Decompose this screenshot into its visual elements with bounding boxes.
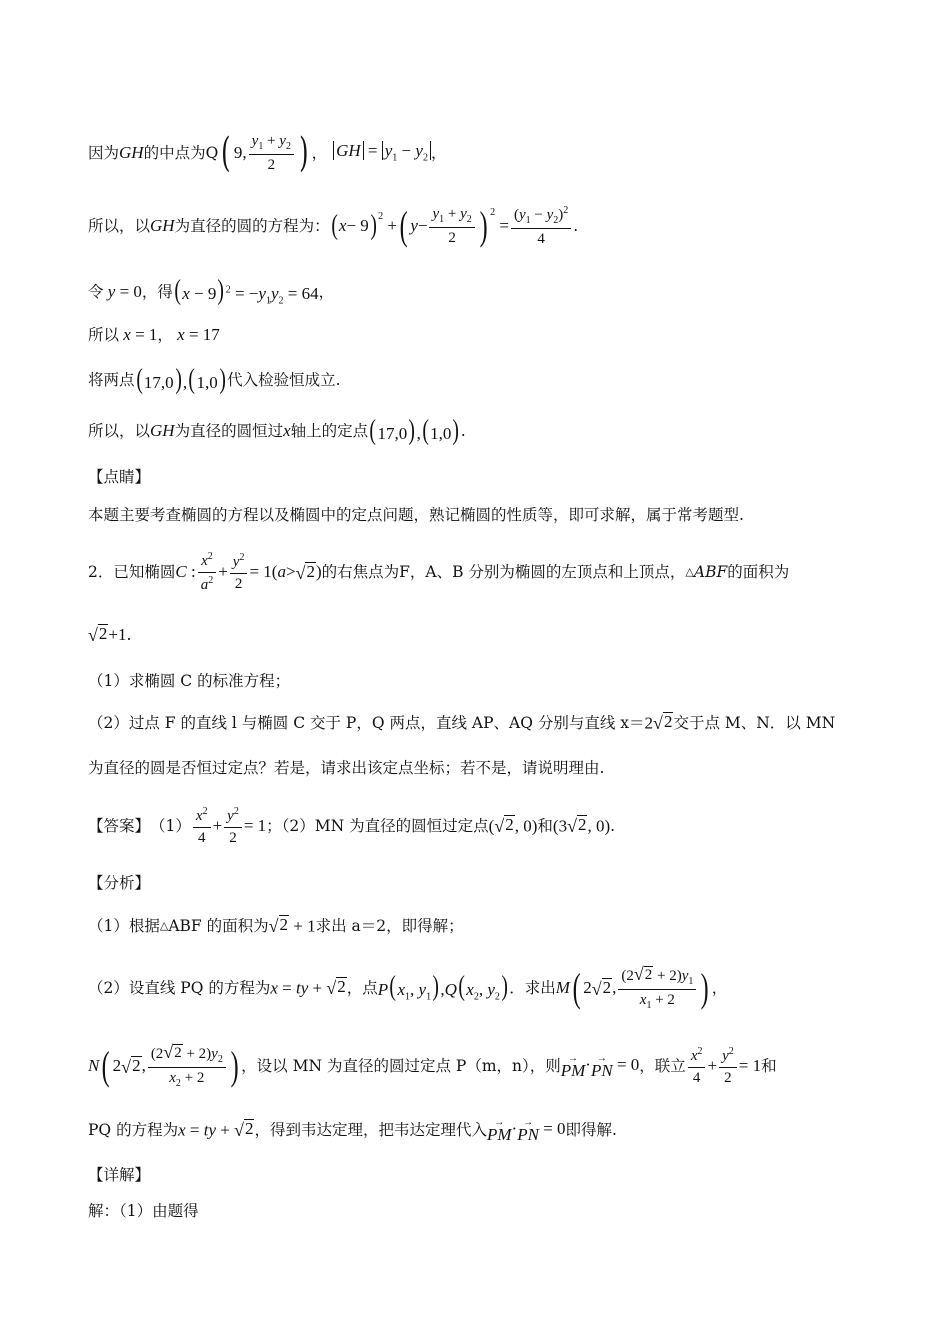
line-x-values: 所以 x = 1 ， x = 17 xyxy=(88,324,220,344)
line-verify: 将两点 (17,0),(1,0) 代入检验恒成立. xyxy=(88,364,341,395)
analysis-4: PQ 的方程为 x = ty + √ 2 ，得到韦达定理，把韦达定理代入 → PM · → PN = 0 即得解. xyxy=(88,1116,617,1144)
question-2-part1: （1）求椭圆 C 的标准方程； xyxy=(88,671,291,690)
math-ellipse: C : $\frac{x^2}{a^2}$ + $\frac{y^2}{2}$ = 1( a > √ 2 ) xyxy=(175,551,322,593)
text: 的中点为Q xyxy=(143,143,219,162)
math-circle: ( x − 9 ) $^2$ + ( y − $\frac{y_1 + y_2}{2}$ ) $^2$ = $\frac{(y_1 - y_2)^2}{4}$ xyxy=(330,205,574,248)
question-2-part2-cont: 为直径的圆是否恒过定点？若是，请求出该定点坐标；若不是，请说明理由. xyxy=(88,758,605,777)
fraction: $\frac{y_1 + y_2}{2}$ xyxy=(249,133,294,174)
detail-text: 解：（1）由题得 xyxy=(88,1201,199,1220)
line-conclusion: 所以，以 GH 为直径的圆恒过 x 轴上的定点 (17,0),(1,0) . xyxy=(88,415,466,446)
math-GH-abs: GH = $y_1 - y_2$ xyxy=(333,141,431,164)
section-dianjing: 【点睛】 xyxy=(88,467,151,486)
dianjing-text: 本题主要考查椭圆的方程以及椭圆中的定点问题，熟记椭圆的性质等，即可求解，属于常考题型. xyxy=(88,505,744,524)
line-let-y: 令 y = 0 ，得 $(x - 9)^2 = -y_1y_2 = 64$ ， xyxy=(88,274,335,307)
answer: 【答案】 （1） $\frac{x^2}{4}$ + $\frac{y^2}{2}$ = 1 ；（2）MN 为直径的圆恒过定点 ( √ 2 , 0) 和 (3 √ 2 , 0) . xyxy=(88,806,616,846)
analysis-1: （1）根据 △ ABF 的面积为 √ 2 + 1 求出 a＝2，即得解； xyxy=(88,914,464,936)
line-circle-equation: 所以，以 GH 为直径的圆的方程为： ( x − 9 ) $^2$ + ( y − $\frac{y_1 + y_2}{2}$ ) $^2$ = $\frac{(y_1 - y_2)^2}{4}$ . xyxy=(88,203,579,248)
line-midpoint: 因为 GH 的中点为Q ( 9, $\frac{y_1 + y_2}{2}$ ) ， GH = $y_1 - y_2$ ， xyxy=(88,130,447,176)
analysis-3: N ( 2 √ 2 , (2 √ 2 + $2)y_2$ $x_2 + 2$ ) ，设以 MN 为直径的圆过定点 P（m，n），则 → PM · → PN = 0 ，联立 $\frac{x^2}{4}$ + $\frac{y^2}{2}$ = 1 和 xyxy=(88,1042,777,1089)
section-analysis: 【分析】 xyxy=(88,873,151,892)
section-detail: 【详解】 xyxy=(88,1165,151,1184)
math-GH: GH xyxy=(119,142,144,162)
question-2-area: √ 2 +1 . xyxy=(88,623,132,645)
question-2-part2: （2）过点 F 的直线 l 与椭圆 C 交于 P，Q 两点，直线 AP、AQ 分别与直线 x＝ 2 √ 2 交于点 M、N．以 MN xyxy=(88,711,836,733)
analysis-2: （2）设直线 PQ 的方程为 x = ty + √ 2 ，点 $P(x_1$, $y_1),Q(x_2$, $y_2$) ．求出 M ( 2 √ 2 , (2 √ 2 + $2)y_1$ $x_1 + 2$ ) ， xyxy=(88,964,728,1011)
question-2: 2．已知椭圆 C : $\frac{x^2}{a^2}$ + $\frac{y^2}{2}$ = 1( a > √ 2 ) 的右焦点为F，A、B 分别为椭圆的左顶点和上顶点， △ ABF 的面积为 xyxy=(88,551,790,593)
text: 因为 xyxy=(88,143,120,162)
